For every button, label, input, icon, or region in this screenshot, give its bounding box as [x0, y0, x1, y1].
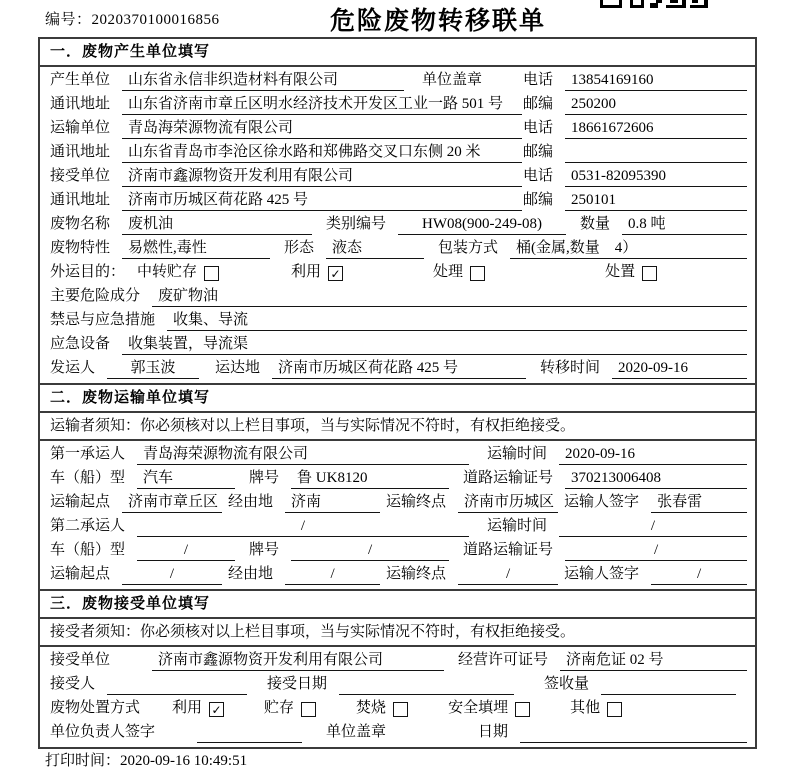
field-value: 济南市历城区: [458, 492, 558, 513]
field-label: 第二承运人: [50, 518, 126, 534]
field-label: 接受日期: [267, 676, 328, 692]
section-receiver: [38, 589, 757, 749]
field-label: 邮编: [522, 192, 553, 208]
field-value: [565, 142, 747, 163]
field-label: 签收量: [544, 676, 590, 692]
field-value: /: [565, 540, 747, 561]
checkbox-label: 贮存: [264, 700, 295, 716]
field-value: 济南: [285, 492, 380, 513]
field-label: 邮编: [522, 144, 553, 160]
notice-text: 运输者须知：你必须核对以上栏目事项，当与实际情况不符时，有权拒绝接受。: [40, 413, 755, 441]
field-label: 产生单位: [50, 72, 111, 88]
check-icon: ✓: [211, 702, 222, 717]
form-row: [40, 331, 755, 355]
field-label: 经由地: [228, 566, 274, 582]
field-label: 运输终点: [386, 494, 447, 510]
section-header: 一．废物产生单位填写: [40, 39, 755, 67]
section-transporter: [38, 383, 757, 591]
static-text: 单位盖章: [422, 72, 483, 88]
field-label: 外运目的：: [50, 264, 126, 280]
form-row: [40, 259, 755, 283]
checkbox-checked: [209, 702, 224, 717]
field-label: 电话: [522, 120, 553, 136]
field-label: 禁忌与应急措施: [50, 312, 156, 328]
field-label: 包装方式: [438, 240, 499, 256]
field-label: 运输人签字: [564, 494, 640, 510]
check-icon: ✓: [330, 266, 341, 281]
field-value: 370213006408: [565, 468, 747, 489]
field-value: 汽车: [137, 468, 235, 489]
field-label: 牌号: [249, 542, 280, 558]
print-time-label: 打印时间：: [45, 753, 121, 769]
checkbox-unchecked: [515, 702, 530, 717]
form-row: [40, 513, 755, 537]
field-label: 主要危险成分: [50, 288, 141, 304]
form-row: [40, 441, 755, 465]
spacer: [408, 718, 448, 719]
field-value: 0531-82095390: [565, 166, 747, 187]
form-row: [40, 163, 755, 187]
checkbox-field: [356, 698, 408, 719]
field-label: 经由地: [228, 494, 274, 510]
print-time: [45, 749, 247, 770]
checkbox-label: 利用: [291, 264, 322, 280]
transfer-form: [38, 37, 757, 749]
field-value: HW08(900-249-08): [398, 214, 566, 235]
field-value: [520, 722, 747, 743]
form-row: [40, 561, 755, 585]
checkbox-label: 安全填埋: [448, 700, 509, 716]
field-value: 济南危证 02 号: [560, 650, 747, 671]
field-label: 类别编号: [326, 216, 387, 232]
spacer: [219, 282, 291, 283]
checkbox-unchecked: [607, 702, 622, 717]
field-label: 通讯地址: [50, 96, 111, 112]
checkbox-checked: [328, 266, 343, 281]
form-row: [40, 647, 755, 671]
checkbox-label: 中转贮存: [137, 264, 198, 280]
field-label: 发运人: [50, 360, 96, 376]
field-value: 13854169160: [565, 70, 747, 91]
field-value: /: [122, 564, 222, 585]
field-label: 运输单位: [50, 120, 111, 136]
field-value: 鲁 UK8120: [291, 468, 449, 489]
checkbox-field: [137, 262, 219, 283]
field-label: 废物名称: [50, 216, 111, 232]
checkbox-field: [264, 698, 316, 719]
spacer: [316, 718, 356, 719]
field-label: 运达地: [215, 360, 261, 376]
field-value: [339, 674, 514, 695]
field-value: 液态: [326, 238, 424, 259]
field-label: 废物特性: [50, 240, 111, 256]
field-label: 数量: [580, 216, 611, 232]
notice-text: 接受者须知：你必须核对以上栏目事项，当与实际情况不符时，有权拒绝接受。: [40, 619, 755, 647]
checkbox-unchecked: [642, 266, 657, 281]
form-row: [40, 719, 755, 743]
checkbox-field: [433, 262, 485, 283]
field-label: 接受人: [50, 676, 96, 692]
form-title: 危险废物转移联单: [330, 7, 547, 35]
field-value: 青岛海荣源物流有限公司: [137, 444, 469, 465]
field-label: 单位负责人签字: [50, 724, 156, 740]
field-value: 青岛海荣源物流有限公司: [122, 118, 522, 139]
field-label: 道路运输证号: [463, 542, 554, 558]
field-label: 应急设备: [50, 336, 111, 352]
section-header: 三．废物接受单位填写: [40, 591, 755, 619]
checkbox-field: [291, 262, 343, 283]
field-value: 废机油: [122, 214, 312, 235]
form-row: [40, 355, 755, 379]
field-label: 邮编: [522, 96, 553, 112]
form-row: [40, 67, 755, 91]
checkbox-label: 焚烧: [356, 700, 387, 716]
field-value: 山东省青岛市李沧区徐水路和郑佛路交叉口东侧 20 米: [122, 142, 522, 163]
field-label: 废物处置方式: [50, 700, 141, 716]
checkbox-unchecked: [470, 266, 485, 281]
checkbox-field: [448, 698, 530, 719]
spacer: [485, 282, 605, 283]
form-row: [40, 187, 755, 211]
field-value: 济南市鑫源物资开发利用有限公司: [152, 650, 444, 671]
field-value: 济南市鑫源物资开发利用有限公司: [122, 166, 522, 187]
field-label: 第一承运人: [50, 446, 126, 462]
checkbox-unchecked: [204, 266, 219, 281]
form-row: [40, 489, 755, 513]
field-label: 车（船）型: [50, 542, 126, 558]
field-value: 易燃性,毒性: [122, 238, 270, 259]
field-value: 山东省永信非织造材料有限公司: [122, 70, 404, 91]
spacer: [530, 718, 570, 719]
field-value: /: [458, 564, 558, 585]
form-row: [40, 211, 755, 235]
field-value: [197, 722, 302, 743]
spacer: [224, 718, 264, 719]
field-value: /: [137, 516, 469, 537]
field-label: 转移时间: [540, 360, 601, 376]
field-label: 运输人签字: [564, 566, 640, 582]
field-value: 桶(金属,数量 4）: [510, 238, 747, 259]
form-row: [40, 139, 755, 163]
field-label: 牌号: [249, 470, 280, 486]
checkbox-label: 其他: [570, 700, 601, 716]
field-label: 运输时间: [487, 518, 548, 534]
field-label: 道路运输证号: [463, 470, 554, 486]
field-value: 18661672606: [565, 118, 747, 139]
field-value: 废矿物油: [152, 286, 747, 307]
checkbox-label: 处理: [433, 264, 464, 280]
field-label: 运输起点: [50, 566, 111, 582]
form-row: [40, 537, 755, 561]
field-label: 运输时间: [487, 446, 548, 462]
field-label: 日期: [478, 724, 509, 740]
field-value: 收集、导流: [167, 310, 747, 331]
serial-value: 2020370100016856: [91, 12, 220, 28]
field-value: 0.8 吨: [622, 214, 747, 235]
field-value: /: [651, 564, 747, 585]
form-row: [40, 91, 755, 115]
field-label: 经营许可证号: [458, 652, 549, 668]
form-row: [40, 671, 755, 695]
field-label: 通讯地址: [50, 144, 111, 160]
form-row: [40, 307, 755, 331]
field-value: 2020-09-16: [559, 444, 747, 465]
checkbox-field: [605, 262, 657, 283]
section-producer: [38, 37, 757, 385]
field-label: 电话: [522, 72, 553, 88]
field-value: 山东省济南市章丘区明水经济技术开发区工业一路 501 号: [122, 94, 522, 115]
form-row: [40, 115, 755, 139]
field-value: 郭玉波: [107, 358, 199, 379]
field-value: 济南市历城区荷花路 425 号: [122, 190, 522, 211]
qr-code-fragment: [600, 0, 712, 11]
serial-number: [45, 8, 220, 29]
checkbox-field: [570, 698, 622, 719]
section-header: 二．废物运输单位填写: [40, 385, 755, 413]
field-value: 张春雷: [651, 492, 747, 513]
field-value: 济南市章丘区: [122, 492, 222, 513]
checkbox-label: 利用: [172, 700, 203, 716]
field-label: 接受单位: [50, 168, 111, 184]
spacer: [343, 282, 433, 283]
field-label: 车（船）型: [50, 470, 126, 486]
static-text: 单位盖章: [326, 724, 387, 740]
field-value: 250101: [565, 190, 747, 211]
field-label: 接受单位: [50, 652, 111, 668]
field-label: 运输起点: [50, 494, 111, 510]
form-row: [40, 465, 755, 489]
checkbox-label: 处置: [605, 264, 636, 280]
checkbox-unchecked: [301, 702, 316, 717]
field-label: 电话: [522, 168, 553, 184]
serial-label: 编号：: [45, 12, 92, 28]
checkbox-unchecked: [393, 702, 408, 717]
form-row: [40, 695, 755, 719]
print-time-value: 2020-09-16 10:49:51: [120, 753, 248, 769]
field-value: 2020-09-16: [612, 358, 747, 379]
field-value: /: [291, 540, 449, 561]
field-label: 运输终点: [386, 566, 447, 582]
field-value: /: [559, 516, 747, 537]
form-row: [40, 283, 755, 307]
field-label: 通讯地址: [50, 192, 111, 208]
field-value: [601, 674, 736, 695]
field-value: /: [285, 564, 380, 585]
field-value: /: [137, 540, 235, 561]
checkbox-field: [172, 698, 224, 719]
field-value: 250200: [565, 94, 747, 115]
field-value: [107, 674, 247, 695]
field-value: 收集装置，导流渠: [122, 334, 747, 355]
field-label: 形态: [284, 240, 315, 256]
field-value: 济南市历城区荷花路 425 号: [272, 358, 526, 379]
form-row: [40, 235, 755, 259]
